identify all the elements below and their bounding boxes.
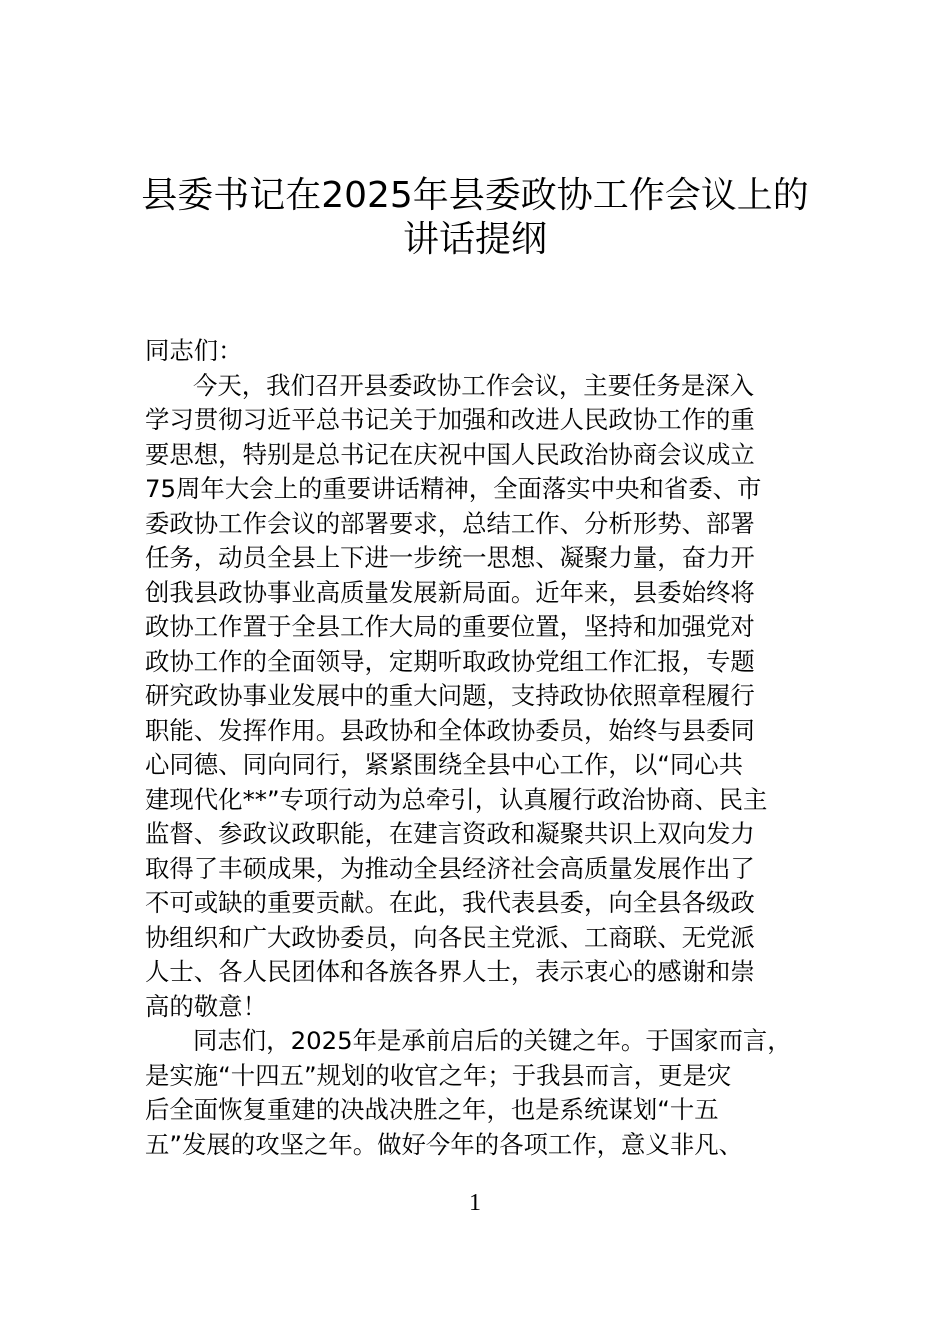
paragraph-1-line: 政协工作的全面领导，定期听取政协党组工作汇报，专题 [145,646,755,676]
salutation: 同志们： [145,336,243,365]
paragraph-1-line: 监督、参政议政职能，在建言资政和凝聚共识上双向发力 [145,819,755,848]
paragraph-1-line: 任务，动员全县上下进一步统一思想、凝聚力量，奋力开 [145,543,755,572]
paragraph-1-line: 职能、发挥作用。县政协和全体政协委员，始终与县委同 [145,715,755,745]
paragraph-2-line: 是实施“十四五”规划的收官之年；于我县而言，更是灾 [145,1060,732,1090]
paragraph-1-line: 75周年大会上的重要讲话精神，全面落实中央和省委、市 [145,474,762,503]
paragraph-1-line: 建现代化**”专项行动为总牵引，认真履行政治协商、民主 [145,784,768,814]
paragraph-1-line: 政协工作置于全县工作大局的重要位置，坚持和加强党对 [145,612,755,641]
paragraph-1-line: 人士、各人民团体和各族各界人士，表示衷心的感谢和崇 [145,957,755,986]
paragraph-1-line: 委政协工作会议的部署要求，总结工作、分析形势、部署 [145,508,755,538]
paragraph-2-line: 后全面恢复重建的决战决胜之年，也是系统谋划“十五 [145,1095,719,1124]
paragraph-1-line: 研究政协事业发展中的重大问题，支持政协依照章程履行 [145,681,755,710]
paragraph-1-line: 不可或缺的重要贡献。在此，我代表县委，向全县各级政 [145,888,755,917]
paragraph-1-line: 取得了丰硕成果，为推动全县经济社会高质量发展作出了 [145,853,755,883]
paragraph-1-line: 创我县政协事业高质量发展新局面。近年来，县委始终将 [145,577,755,607]
paragraph-2-line: 五”发展的攻坚之年。做好今年的各项工作，意义非凡、 [145,1129,744,1159]
paragraph-1-line: 学习贯彻习近平总书记关于加强和改进人民政协工作的重 [145,405,755,434]
document-title-line-1: 县委书记在2025年县委政协工作会议上的 [141,175,809,216]
page-number: 1 [469,1190,481,1216]
paragraph-1-line: 今天，我们召开县委政协工作会议，主要任务是深入 [193,370,754,400]
paragraph-1-line: 高的敬意！ [145,991,267,1021]
paragraph-1-line: 要思想，特别是总书记在庆祝中国人民政治协商会议成立 [145,439,755,469]
paragraph-1-line: 协组织和广大政协委员，向各民主党派、工商联、无党派 [145,922,755,952]
paragraph-1-line: 心同德、同向同行，紧紧围绕全县中心工作，以“同心共 [145,750,744,779]
document-body [145,334,825,1162]
document-title-line-2: 讲话提纲 [402,219,547,260]
paragraph-2-line: 同志们，2025年是承前启后的关键之年。于国家而言， [193,1026,792,1055]
